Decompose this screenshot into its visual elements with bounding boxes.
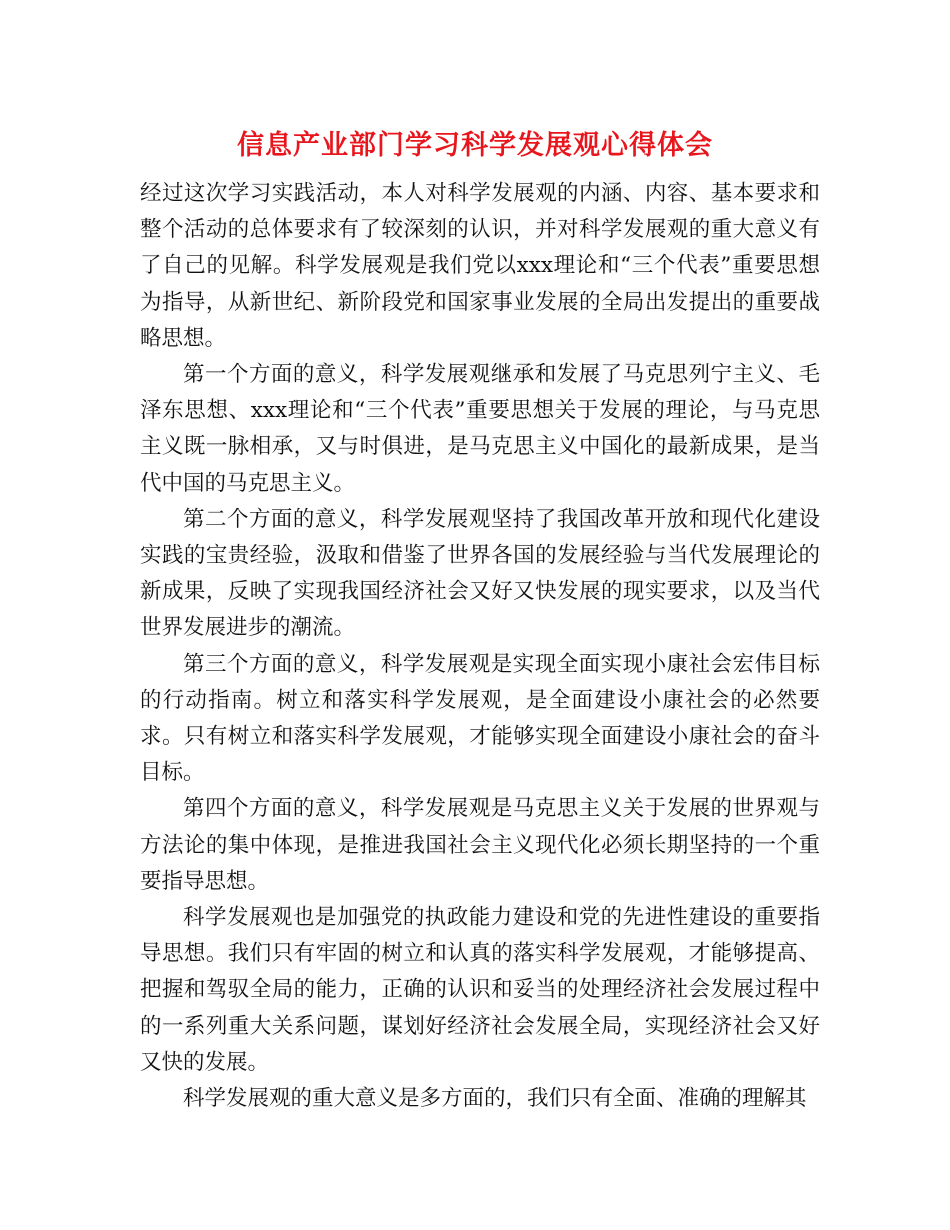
- paragraph-intro: 经过这次学习实践活动，本人对科学发展观的内涵、内容、基本要求和整个活动的总体要求有了较深刻的认识，并对科学发展观的重大意义有了自己的见解。科学发展观是我们党以xxx理论和“三个代表”重要思想为指导，从新世纪、新阶段党和国家事业发展的全局出发提出的重要战略思想。: [140, 181, 820, 351]
- document-body: [140, 176, 820, 1117]
- paragraph-fourth-aspect: 第四个方面的意义，科学发展观是马克思主义关于发展的世界观与方法论的集中体现，是推进我国社会主义现代化必须长期坚持的一个重要指导思想。: [140, 796, 820, 894]
- paragraph-first-aspect: 第一个方面的意义，科学发展观继承和发展了马克思列宁主义、毛泽东思想、xxx理论和“三个代表”重要思想关于发展的理论，与马克思主义既一脉相承，又与时俱进，是马克思主义中国化的最新成果，是当代中国的马克思主义。: [140, 362, 820, 496]
- paragraph-second-aspect: 第二个方面的意义，科学发展观坚持了我国改革开放和现代化建设实践的宝贵经验，汲取和借鉴了世界各国的发展经验与当代发展理论的新成果，反映了实现我国经济社会又好又快发展的现实要求，以及当代世界发展进步的潮流。: [140, 506, 820, 641]
- paragraph-party-building: 科学发展观也是加强党的执政能力建设和党的先进性建设的重要指导思想。我们只有牢固的树立和认真的落实科学发展观，才能够提高、把握和驾驭全局的能力，正确的认识和妥当的处理经济社会发展过程中的一系列重大关系问题，谋划好经济社会发展全局，实现经济社会又好又快的发展。: [140, 905, 820, 1075]
- paragraph-conclusion: 科学发展观的重大意义是多方面的，我们只有全面、准确的理解其: [183, 1086, 807, 1112]
- document-title: 信息产业部门学习科学发展观心得体会: [237, 130, 713, 161]
- paragraph-third-aspect: 第三个方面的意义，科学发展观是实现全面实现小康社会宏伟目标的行动指南。树立和落实科学发展观，是全面建设小康社会的必然要求。只有树立和落实科学发展观，才能够实现全面建设小康社会的奋斗目标。: [140, 651, 820, 786]
